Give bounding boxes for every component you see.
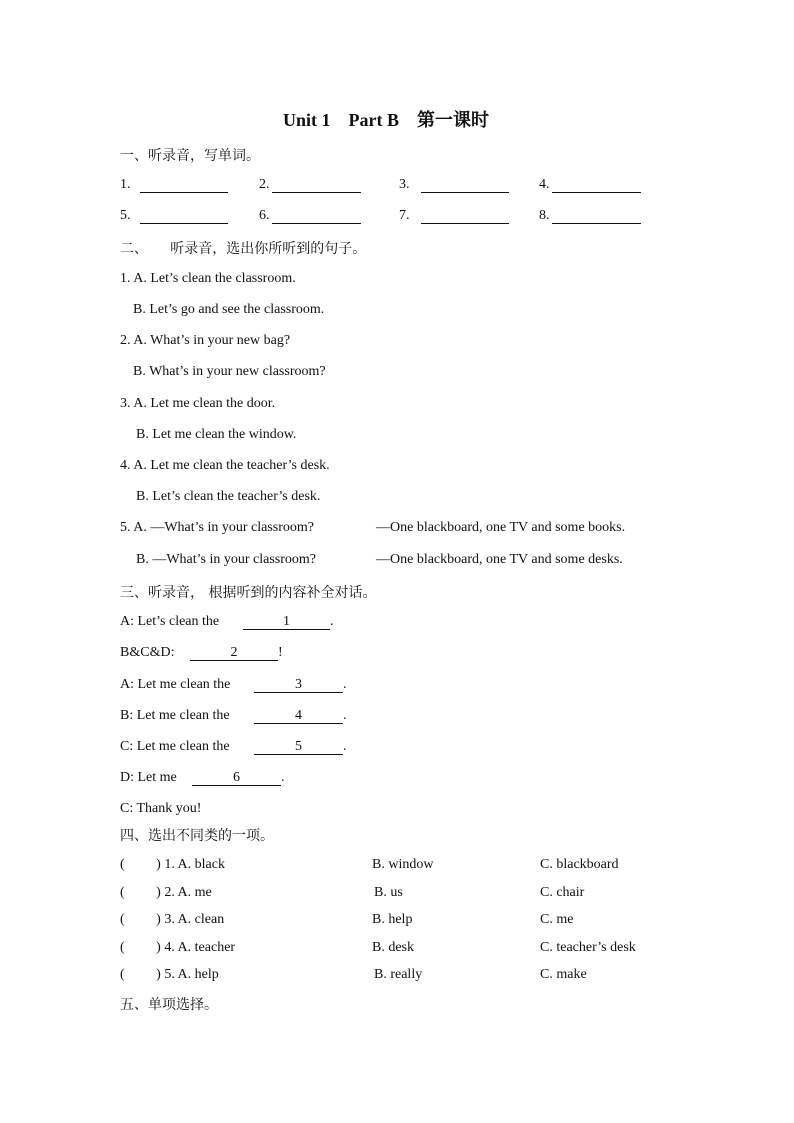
choice-item-b: B. window: [372, 857, 434, 872]
dialogue-line: A: Let me clean the: [120, 677, 231, 692]
dialogue-punct: !: [278, 645, 283, 660]
page-title: Unit 1 Part B 第一课时: [283, 110, 489, 130]
word-blank[interactable]: [552, 207, 641, 224]
word-item-number: 7.: [399, 208, 410, 223]
sentence-reply: —One blackboard, one TV and some desks.: [376, 552, 623, 567]
sentence-option: 1. A. Let’s clean the classroom.: [120, 271, 296, 286]
dialogue-line: B: Let me clean the: [120, 708, 230, 723]
dialogue-line: D: Let me: [120, 770, 177, 785]
blank-number: 2: [230, 645, 238, 660]
section-2-heading: 二、 听录音，选出你所听到的句子。: [120, 241, 367, 257]
word-blank[interactable]: [421, 207, 509, 224]
word-item-number: 8.: [539, 208, 550, 223]
word-item-number: 6.: [259, 208, 270, 223]
word-item-number: 3.: [399, 177, 410, 192]
sentence-option: 4. A. Let me clean the teacher’s desk.: [120, 458, 330, 473]
blank-number: 6: [233, 770, 240, 785]
word-item-number: 2.: [259, 177, 270, 192]
word-blank[interactable]: [272, 207, 361, 224]
dialogue-punct: .: [343, 708, 347, 723]
blank-number: 5: [295, 739, 302, 754]
blank-number: 4: [295, 708, 302, 723]
sentence-option: B. —What’s in your classroom?: [136, 552, 317, 567]
choice-item-a: ( ) 3. A. clean: [120, 912, 225, 927]
choice-item-a: ( ) 5. A. help: [120, 967, 219, 982]
word-item-number: 4.: [539, 177, 550, 192]
section-4-heading: 四、选出不同类的一项。: [120, 828, 274, 844]
choice-item-a: ( ) 2. A. me: [120, 885, 212, 900]
dialogue-punct: .: [343, 739, 347, 754]
section-1-heading: 一、听录音，写单词。: [120, 148, 260, 164]
sentence-option: B. Let’s go and see the classroom.: [133, 302, 325, 317]
dialogue-punct: .: [330, 614, 334, 629]
choice-item-b: B. desk: [372, 940, 414, 955]
blank-number: 1: [283, 614, 290, 629]
sentence-reply: —One blackboard, one TV and some books.: [376, 520, 626, 535]
sentence-option: B. Let’s clean the teacher’s desk.: [136, 489, 321, 504]
word-blank[interactable]: [421, 176, 509, 193]
dialogue-punct: .: [281, 770, 285, 785]
dialogue-line: A: Let’s clean the: [120, 614, 220, 629]
blank-number: 3: [295, 677, 302, 692]
choice-item-b: B. us: [374, 885, 403, 900]
word-blank[interactable]: [272, 176, 361, 193]
word-blank[interactable]: [552, 176, 641, 193]
choice-item-c: C. me: [540, 912, 574, 927]
section-5-heading: 五、单项选择。: [120, 997, 218, 1013]
choice-item-b: B. help: [372, 912, 413, 927]
choice-item-c: C. blackboard: [540, 857, 619, 872]
dialogue-line: C: Let me clean the: [120, 739, 230, 754]
choice-item-c: C. teacher’s desk: [540, 940, 636, 955]
choice-item-a: ( ) 4. A. teacher: [120, 940, 236, 955]
dialogue-line: C: Thank you!: [120, 801, 202, 816]
sentence-option: B. Let me clean the window.: [136, 427, 297, 442]
word-blank[interactable]: [140, 207, 228, 224]
dialogue-punct: .: [343, 677, 347, 692]
word-item-number: 1.: [120, 177, 131, 192]
sentence-option: 3. A. Let me clean the door.: [120, 396, 276, 411]
choice-item-b: B. really: [374, 967, 423, 982]
sentence-option: 5. A. —What’s in your classroom?: [120, 520, 315, 535]
word-item-number: 5.: [120, 208, 131, 223]
choice-item-a: ( ) 1. A. black: [120, 857, 225, 872]
sentence-option: B. What’s in your new classroom?: [133, 364, 326, 379]
word-blank[interactable]: [140, 176, 228, 193]
section-3-heading: 三、听录音， 根据听到的内容补全对话。: [120, 585, 377, 601]
sentence-option: 2. A. What’s in your new bag?: [120, 333, 291, 348]
dialogue-line: B&C&D:: [120, 645, 175, 660]
choice-item-c: C. make: [540, 967, 587, 982]
choice-item-c: C. chair: [540, 885, 585, 900]
